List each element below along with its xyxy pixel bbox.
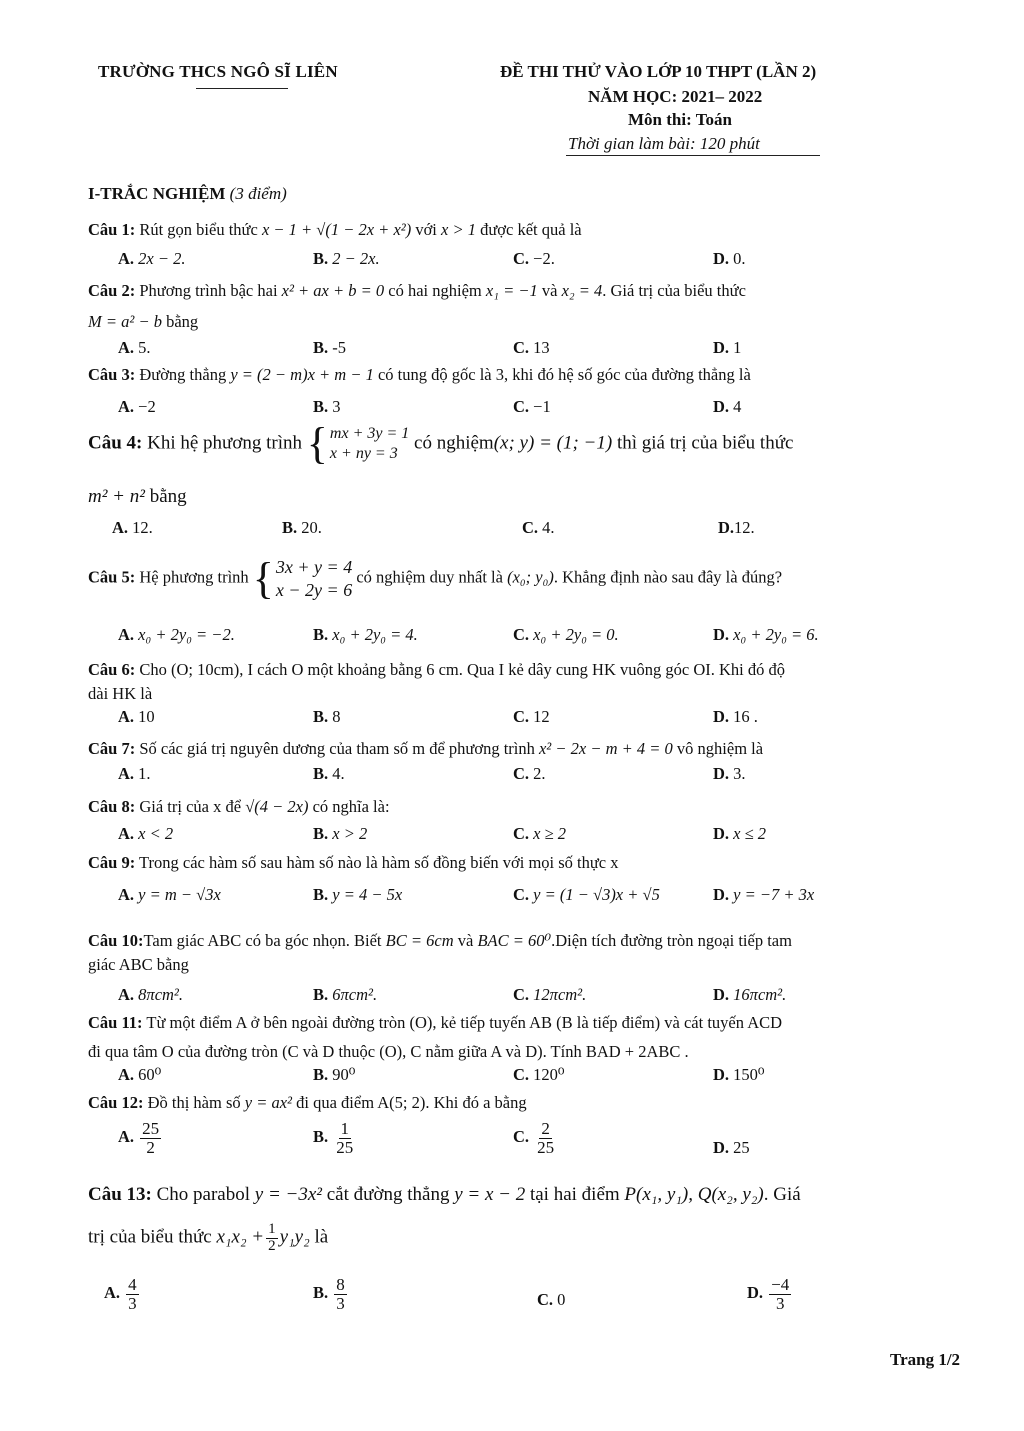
q3-option-c[interactable]: C. −1: [513, 397, 551, 416]
exam-title: ĐỀ THI THỬ VÀO LỚP 10 THPT (LẦN 2): [500, 62, 817, 81]
exam-subject: Môn thi: Toán: [628, 110, 732, 129]
exam-duration: Thời gian làm bài: 120 phút: [568, 134, 760, 153]
q7-option-b[interactable]: B. 4.: [313, 764, 345, 783]
question-11-line-2: đi qua tâm O của đường tròn (C và D thuộc (O), C nằm giữa A và D). Tính BAD + 2ABC .: [88, 1042, 689, 1061]
q12-option-c[interactable]: C. $\frac{2}{25}$: [513, 1119, 555, 1157]
q7-option-c[interactable]: C. 2.: [513, 764, 546, 783]
q10-option-b[interactable]: B. 6πcm².: [313, 985, 378, 1004]
question-3: Câu 3: Đường thẳng y = (2 − m)x + m − 1 có tung độ gốc là 3, khi đó hệ số góc của đường thẳng là: [88, 365, 751, 384]
q11-option-d[interactable]: D. 150⁰: [713, 1065, 765, 1084]
q13-option-d[interactable]: D. $\frac{-4}{3}$: [747, 1275, 790, 1313]
question-10-line-2: giác ABC bằng: [88, 955, 189, 974]
question-13-line-2: trị của biểu thức x₁x₂ + $\frac{1}{2}$ y₁y₂ là: [88, 1221, 329, 1254]
q9-option-a[interactable]: A. y = m − √3x: [118, 885, 221, 904]
question-5: Câu 5: Hệ phương trình { 3x + y = 4 x − 2y = 6 có nghiệm duy nhất là (x₀; y₀). Khẳng định nào sau đây là đúng?: [88, 553, 783, 603]
question-4: Câu 4: Khi hệ phương trình { mx + 3y = 1 x + ny = 3 có nghiệm(x; y) = (1; −1) thì giá trị của biểu thức: [88, 419, 794, 468]
q8-option-c[interactable]: C. x ≥ 2: [513, 824, 567, 843]
q2-option-b[interactable]: B. -5: [313, 338, 347, 357]
q6-option-d[interactable]: D. 16 .: [713, 707, 758, 726]
q7-option-a[interactable]: A. 1.: [118, 764, 151, 783]
q5-option-b[interactable]: B. x₀ + 2y₀ = 4.: [313, 625, 418, 644]
q5-option-a[interactable]: A. x₀ + 2y₀ = −2.: [118, 625, 235, 644]
q4-option-b[interactable]: B. 20.: [282, 518, 322, 537]
q5-option-c[interactable]: C. x₀ + 2y₀ = 0.: [513, 625, 619, 644]
q3-option-a[interactable]: A. −2: [118, 397, 156, 416]
school-name: TRƯỜNG THCS NGÔ SĨ LIÊN: [98, 62, 338, 81]
question-1: Câu 1: Rút gọn biểu thức x − 1 + √(1 − 2x + x²) với x > 1 được kết quả là: [88, 220, 582, 239]
q13-option-b[interactable]: B. $\frac{8}{3}$: [313, 1275, 345, 1313]
q2-option-a[interactable]: A. 5.: [118, 338, 151, 357]
q1-option-a[interactable]: A. 2x − 2.: [118, 249, 186, 268]
q8-option-a[interactable]: A. x < 2: [118, 824, 174, 843]
q3-option-d[interactable]: D. 4: [713, 397, 742, 416]
q9-option-b[interactable]: B. y = 4 − 5x: [313, 885, 403, 904]
q5-option-d[interactable]: D. x₀ + 2y₀ = 6.: [713, 625, 819, 644]
q1-option-d[interactable]: D. 0.: [713, 249, 746, 268]
q8-option-d[interactable]: D. x ≤ 2: [713, 824, 767, 843]
q12-option-b[interactable]: B. $\frac{1}{25}$: [313, 1119, 354, 1157]
q5-equation-system: { 3x + y = 4 x − 2y = 6: [252, 553, 353, 603]
page-number: Trang 1/2: [890, 1350, 961, 1369]
q11-option-a[interactable]: A. 60⁰: [118, 1065, 162, 1084]
duration-underline: [566, 155, 820, 156]
q3-option-b[interactable]: B. 3: [313, 397, 341, 416]
question-10: Câu 10:Tam giác ABC có ba góc nhọn. Biết BC = 6cm và BAC = 60⁰.Diện tích đường tròn ngoại tiếp tam: [88, 931, 792, 950]
q10-option-c[interactable]: C. 12πcm².: [513, 985, 587, 1004]
q4-option-d[interactable]: D.12.: [718, 518, 755, 537]
q4-equation-system: { mx + 3y = 1 x + ny = 3: [306, 419, 410, 468]
q8-option-b[interactable]: B. x > 2: [313, 824, 368, 843]
q4-option-a[interactable]: A. 12.: [112, 518, 153, 537]
q6-option-a[interactable]: A. 10: [118, 707, 155, 726]
question-2: Câu 2: Phương trình bậc hai x² + ax + b = 0 có hai nghiệm x₁ = −1 và x₂ = 4. Giá trị của biểu thức: [88, 281, 746, 300]
q11-option-c[interactable]: C. 120⁰: [513, 1065, 565, 1084]
question-4-line-2: m² + n² bằng: [88, 486, 187, 507]
question-6-line-2: dài HK là: [88, 684, 153, 703]
q1-option-c[interactable]: C. −2.: [513, 249, 555, 268]
q11-option-b[interactable]: B. 90⁰: [313, 1065, 356, 1084]
q2-option-d[interactable]: D. 1: [713, 338, 742, 357]
q9-option-d[interactable]: D. y = −7 + 3x: [713, 885, 815, 904]
question-12: Câu 12: Đồ thị hàm số y = ax² đi qua điểm A(5; 2). Khi đó a bằng: [88, 1093, 527, 1112]
question-11: Câu 11: Từ một điểm A ở bên ngoài đường tròn (O), kẻ tiếp tuyến AB (B là tiếp điểm) và cát tuyến ACD: [88, 1013, 783, 1032]
question-6: Câu 6: Cho (O; 10cm), I cách O một khoảng bằng 6 cm. Qua I kẻ dây cung HK vuông góc OI. Khi đó độ: [88, 660, 785, 679]
question-9: Câu 9: Trong các hàm số sau hàm số nào là hàm số đồng biến với mọi số thực x: [88, 853, 619, 872]
q6-option-c[interactable]: C. 12: [513, 707, 550, 726]
q7-option-d[interactable]: D. 3.: [713, 764, 746, 783]
section-title: I-TRẮC NGHIỆM (3 điểm): [88, 184, 287, 203]
q12-option-d[interactable]: D. 25: [713, 1138, 750, 1157]
q10-option-d[interactable]: D. 16πcm².: [713, 985, 787, 1004]
q4-option-c[interactable]: C. 4.: [522, 518, 555, 537]
q13-option-c[interactable]: C. 0: [537, 1290, 566, 1309]
question-2-line-2: M = a² − b bằng: [88, 312, 199, 331]
q10-option-a[interactable]: A. 8πcm².: [118, 985, 183, 1004]
question-7: Câu 7: Số các giá trị nguyên dương của tham số m để phương trình x² − 2x − m + 4 = 0 vô nghiệm là: [88, 739, 764, 758]
q2-option-c[interactable]: C. 13: [513, 338, 550, 357]
school-underline: [196, 88, 288, 89]
q13-option-a[interactable]: A. $\frac{4}{3}$: [104, 1275, 137, 1313]
q9-option-c[interactable]: C. y = (1 − √3)x + √5: [513, 885, 660, 904]
question-13: Câu 13: Cho parabol y = −3x² cắt đường thẳng y = x − 2 tại hai điểm P(x₁, y₁), Q(x₂, y₂). Giá: [88, 1184, 801, 1205]
q6-option-b[interactable]: B. 8: [313, 707, 341, 726]
q12-option-a[interactable]: A. $\frac{25}{2}$: [118, 1119, 160, 1157]
school-year: NĂM HỌC: 2021– 2022: [588, 87, 763, 106]
q1-option-b[interactable]: B. 2 − 2x.: [313, 249, 380, 268]
question-8: Câu 8: Giá trị của x để √(4 − 2x) có nghĩa là:: [88, 797, 390, 816]
